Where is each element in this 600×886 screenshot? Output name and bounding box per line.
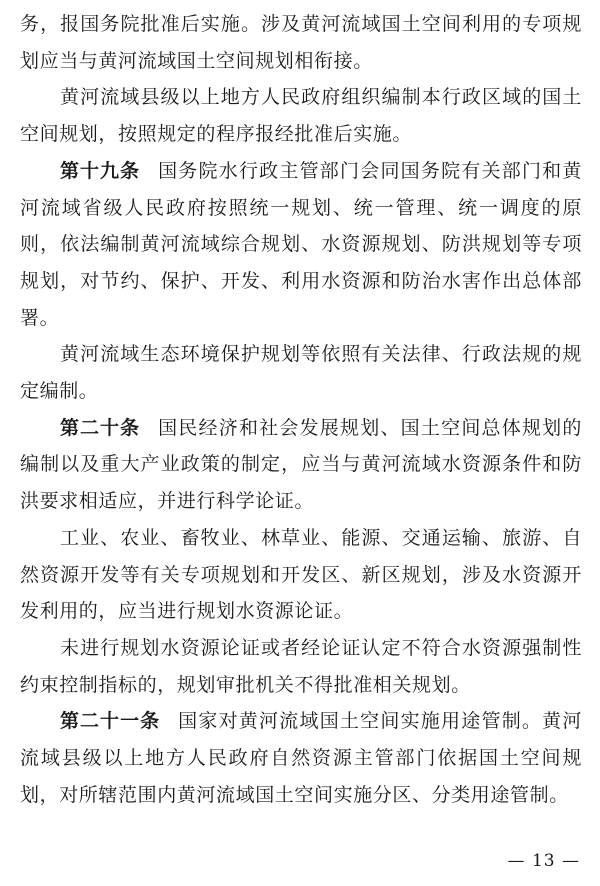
article-19: [20, 153, 582, 337]
paragraph-4-text: 黄河流域生态环境保护规划等依照有关法律、行政法规的规定编制。: [20, 343, 582, 403]
article-19-text: 国务院水行政主管部门会同国务院有关部门和黄河流域省级人民政府按照统一规划、统一管理、统一调度的原则，依法编制黄河流域综合规划、水资源规划、防洪规划等专项规划，对节约、保护、开发、利用水资源和防治水害作出总体部署。: [20, 159, 582, 329]
article-21-label: 第二十一条: [60, 710, 161, 733]
paragraph-4: [20, 336, 582, 409]
paragraph-7-text: 未进行规划水资源论证或者经论证认定不符合水资源强制性约束控制指标的，规划审批机关不得批准相关规划。: [20, 636, 582, 696]
paragraph-2: [20, 79, 582, 152]
paragraph-1: [20, 6, 582, 79]
document-body: [20, 6, 582, 813]
article-20-label: 第二十条: [60, 416, 141, 439]
paragraph-6: [20, 520, 582, 630]
article-21-text: 国家对黄河流域国土空间实施用途管制。黄河流域县级以上地方人民政府自然资源主管部门依据国土空间规划，对所辖范围内黄河流域国土空间实施分区、分类用途管制。: [20, 710, 582, 806]
paragraph-2-text: 黄河流域县级以上地方人民政府组织编制本行政区域的国土空间规划，按照规定的程序报经批准后实施。: [20, 86, 582, 146]
article-20: [20, 410, 582, 520]
page-number: — 13 —: [507, 851, 580, 871]
paragraph-6-text: 工业、农业、畜牧业、林草业、能源、交通运输、旅游、自然资源开发等有关专项规划和开发区、新区规划，涉及水资源开发利用的，应当进行规划水资源论证。: [20, 526, 582, 623]
article-19-label: 第十九条: [60, 159, 141, 182]
article-20-text: 国民经济和社会发展规划、国土空间总体规划的编制以及重大产业政策的制定，应当与黄河流域水资源条件和防洪要求相适应，并进行科学论证。: [20, 416, 582, 513]
paragraph-7: [20, 630, 582, 703]
paragraph-1-text: 务，报国务院批准后实施。涉及黄河流域国土空间利用的专项规划应当与黄河流域国土空间规划相衔接。: [20, 13, 582, 72]
article-21: [20, 703, 582, 813]
